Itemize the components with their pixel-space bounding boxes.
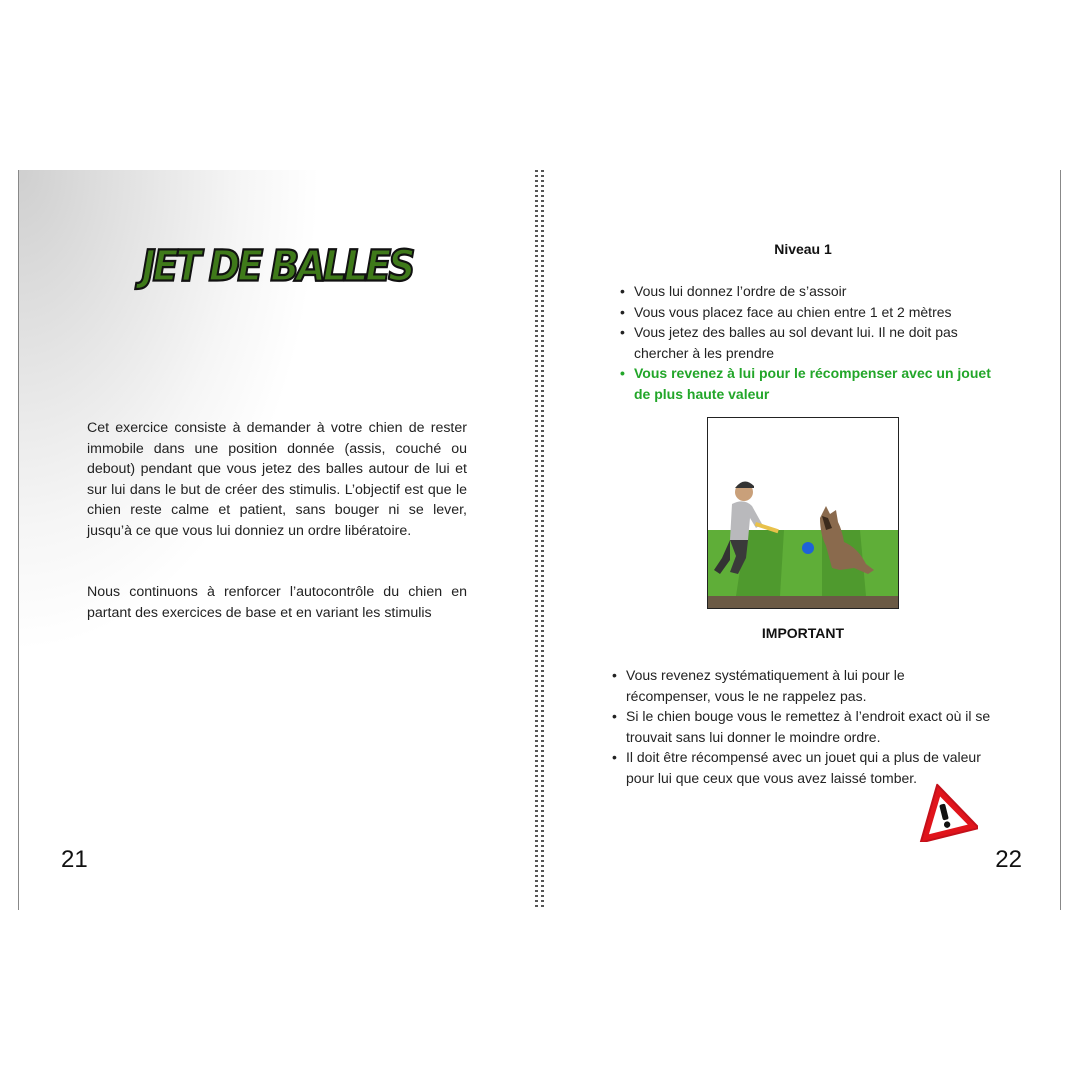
level-heading: Niveau 1 xyxy=(774,241,832,257)
right-page xyxy=(546,170,1061,910)
man-throwing-ball-to-dog-image xyxy=(707,417,899,609)
page-number-left: 21 xyxy=(61,846,88,873)
important-heading: IMPORTANT xyxy=(761,625,845,641)
spiral-binding xyxy=(534,170,546,910)
highlight-list-item: • Vous revenez à lui pour le récompenser avec un jouet de plus haute valeur xyxy=(620,363,998,404)
important-list xyxy=(612,665,992,789)
steps-list xyxy=(620,281,998,405)
intro-paragraph: Cet exercice consiste à demander à votre chien de rester immobile dans une position donnée (assis, couché ou debout) pendant que vous jetez des balles autour de lui et sur lui dans le but de créer des stimulis. L’objectif est que le chien reste calme et patient, sans bouger ni se lever, jusqu’à ce que vous lui donniez un ordre libératoire. xyxy=(87,420,467,539)
list-item: • Si le chien bouge vous le remettez à l’endroit exact où il se trouvait sans lui donner le moindre ordre. xyxy=(612,706,992,747)
list-item: • Il doit être récompensé avec un jouet qui a plus de valeur pour lui que ceux que vous avez laissé tomber. xyxy=(612,747,992,788)
list-item: • Vous jetez des balles au sol devant lui. Il ne doit pas chercher à les prendre xyxy=(620,322,998,363)
second-paragraph: Nous continuons à renforcer l’autocontrôle du chien en partant des exercices de base et en variant les stimulis xyxy=(87,584,467,621)
list-item: • Vous vous placez face au chien entre 1 et 2 mètres xyxy=(620,302,998,323)
left-page xyxy=(18,170,535,910)
page-number-right: 22 xyxy=(995,846,1022,873)
list-item: • Vous revenez systématiquement à lui pour le récompenser, vous le ne rappelez pas. xyxy=(612,665,992,706)
list-item: • Vous lui donnez l’ordre de s’assoir xyxy=(620,281,998,302)
warning-triangle-icon xyxy=(910,778,978,842)
page-title: JET DE BALLES xyxy=(141,241,413,291)
